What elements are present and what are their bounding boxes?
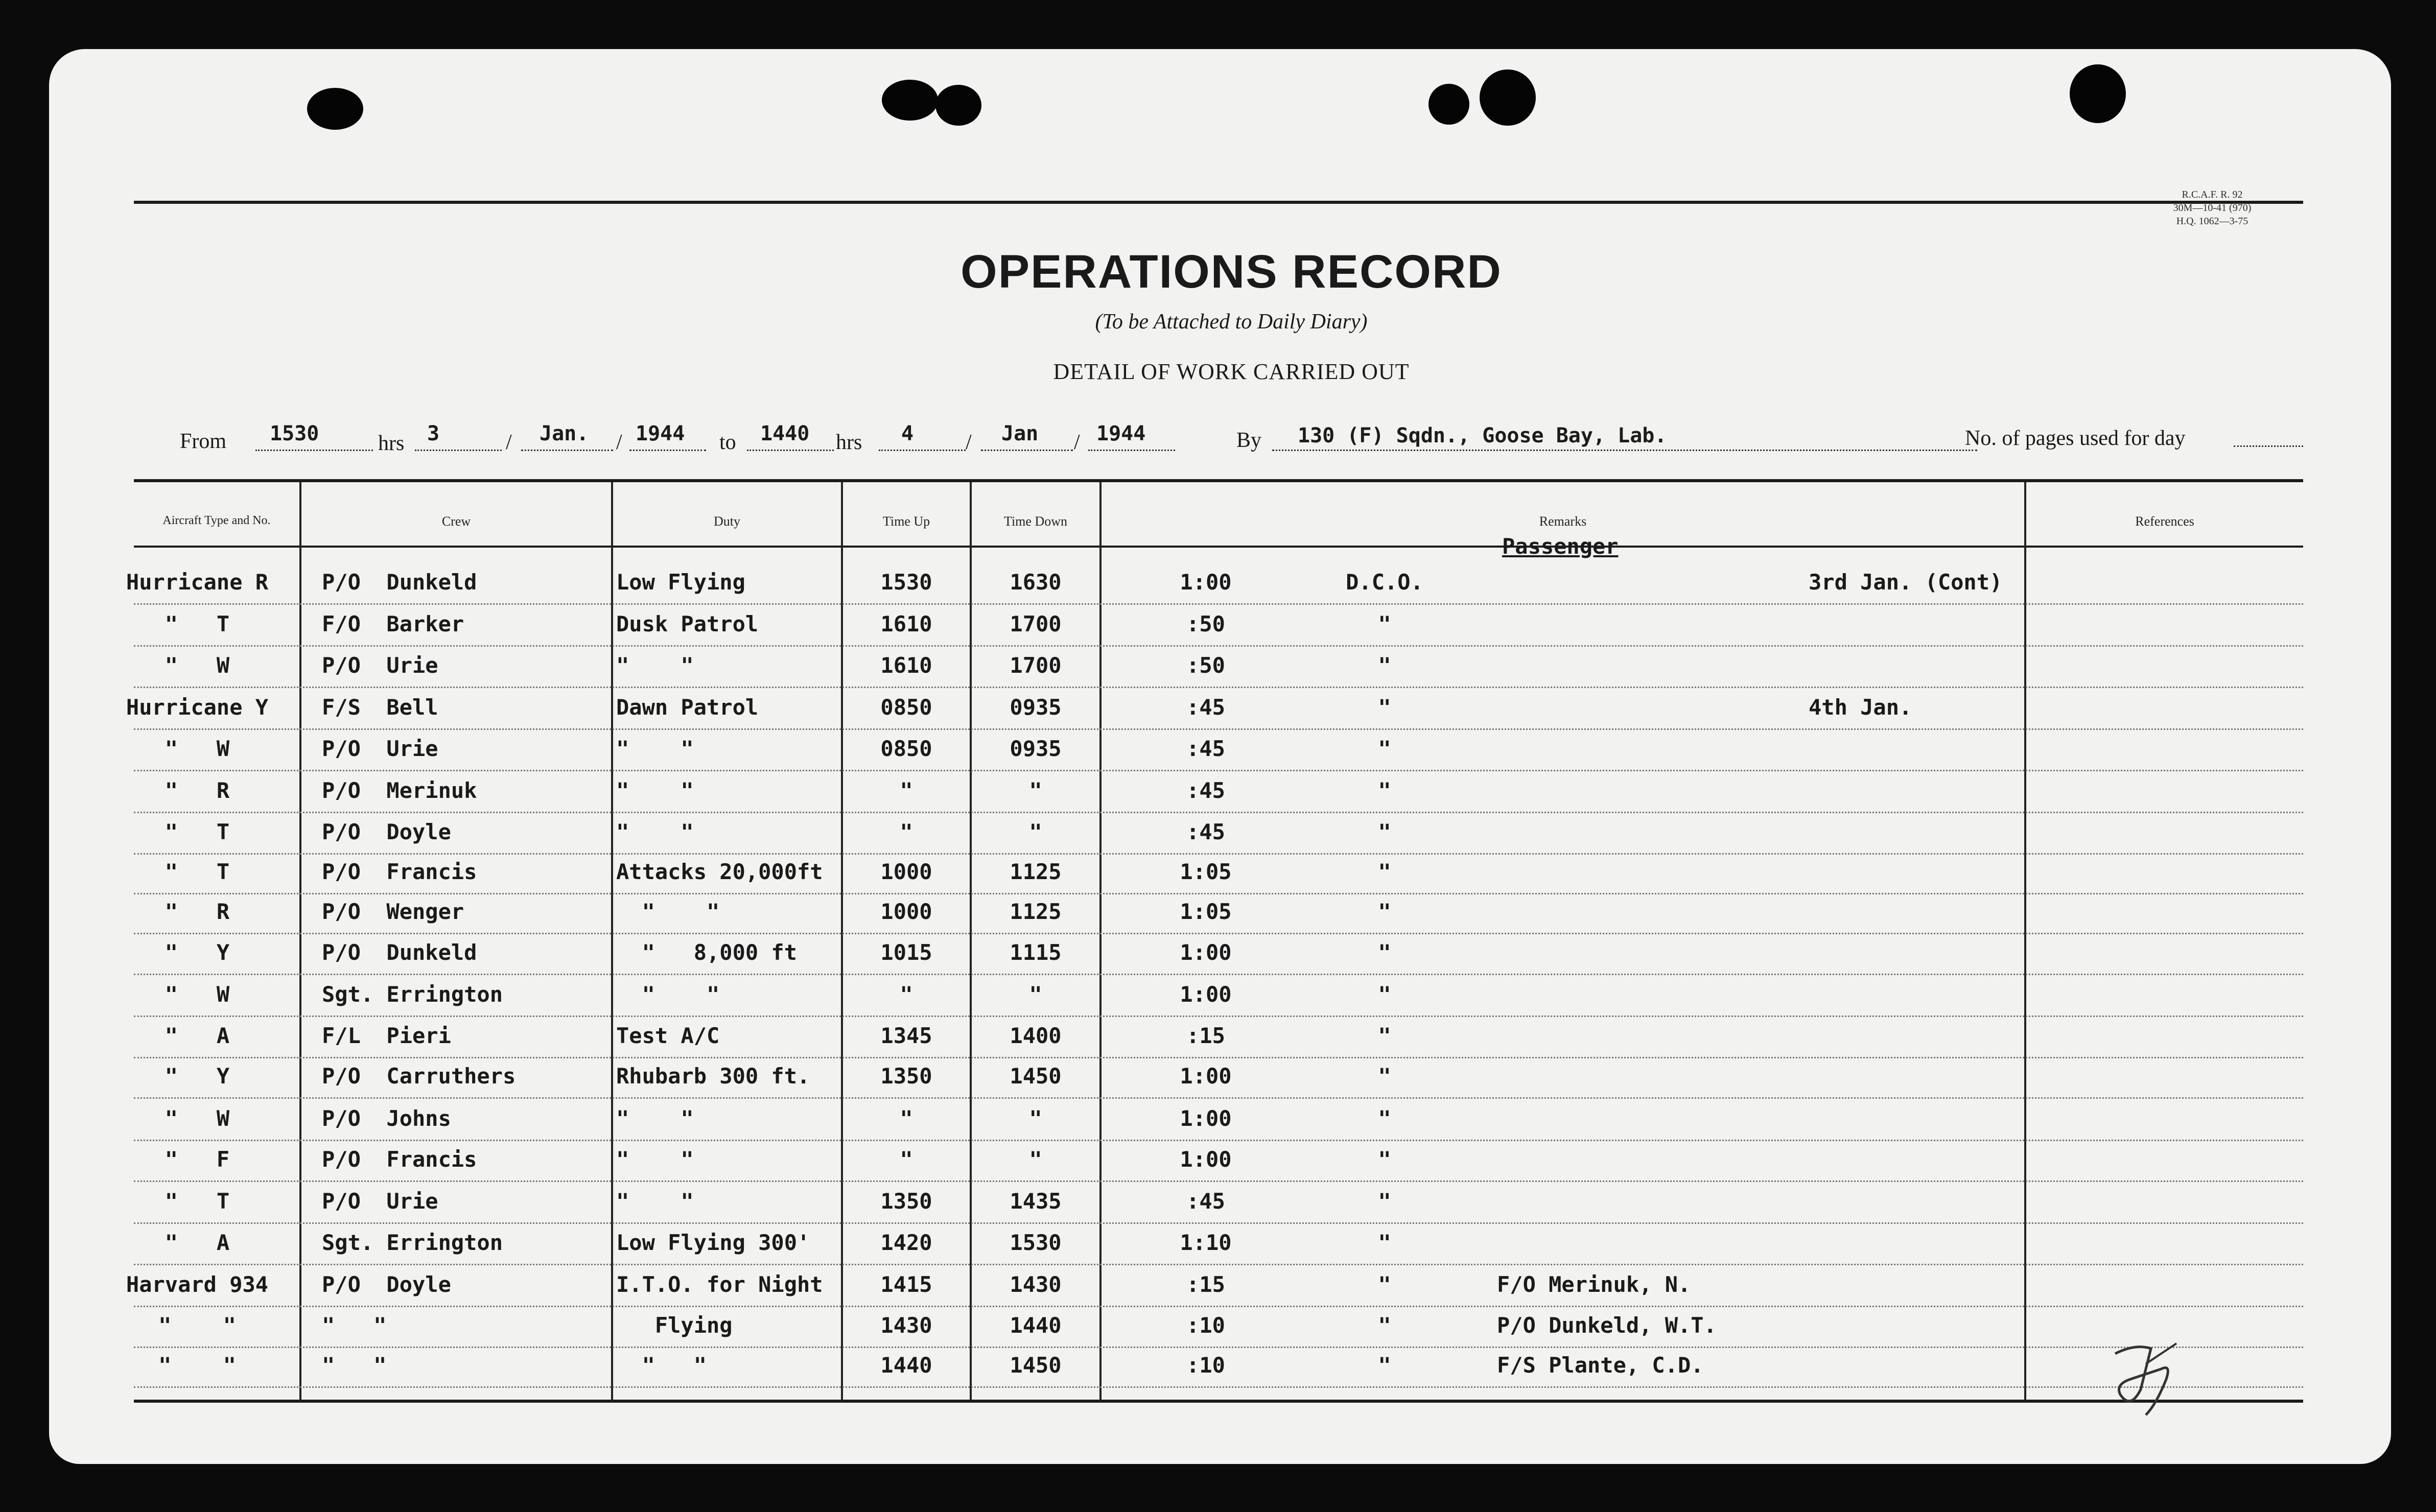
- time-down-cell: 1700: [1010, 611, 1062, 636]
- column-divider: [2024, 482, 2026, 1401]
- punch-hole: [935, 85, 981, 126]
- time-down-cell: 1440: [1010, 1313, 1062, 1338]
- remark-mark-cell: ": [1378, 1106, 1391, 1131]
- time-down-cell: 1125: [1010, 859, 1062, 884]
- time-up-cell: 1430: [880, 1313, 932, 1338]
- time-up-cell: ": [900, 1106, 913, 1131]
- time-up-cell: 1345: [880, 1023, 932, 1048]
- from-year-dots: [629, 450, 706, 451]
- crew-cell: P/O Doyle: [322, 1272, 451, 1297]
- to-year-dots: [1088, 450, 1175, 451]
- aircraft-cell: " W: [165, 736, 230, 761]
- aircraft-cell: " T: [165, 819, 230, 844]
- remark-mark-cell: ": [1378, 819, 1391, 844]
- duty-cell: Attacks 20,000ft: [616, 859, 823, 884]
- aircraft-cell: " A: [165, 1023, 230, 1048]
- crew-cell: " ": [322, 1353, 387, 1378]
- duration-cell: :10: [1186, 1313, 1225, 1338]
- aircraft-cell: " ": [158, 1313, 236, 1338]
- duty-cell: " ": [616, 1189, 694, 1214]
- column-divider: [299, 482, 301, 1401]
- aircraft-cell: " F: [165, 1147, 230, 1172]
- duty-cell: " ": [616, 653, 694, 678]
- duty-cell: Flying: [616, 1313, 733, 1338]
- time-up-cell: 1530: [880, 570, 932, 595]
- document-subtitle: (To be Attached to Daily Diary): [1095, 310, 1368, 334]
- remark-mark-cell: ": [1378, 695, 1391, 720]
- duration-cell: :45: [1186, 778, 1225, 803]
- duty-cell: Low Flying: [616, 570, 745, 595]
- hrs-label: hrs: [378, 432, 405, 455]
- remark-mark-cell: ": [1378, 1023, 1391, 1048]
- remark-mark-cell: ": [1378, 982, 1391, 1007]
- row-rule: [134, 645, 2303, 647]
- row-rule: [134, 1306, 2303, 1307]
- crew-cell: F/O Barker: [322, 611, 464, 636]
- remark-mark-cell: ": [1378, 1064, 1391, 1089]
- from-time-dots: [255, 450, 373, 451]
- col-header-remarks: Remarks: [1539, 514, 1587, 529]
- row-rule: [134, 974, 2303, 975]
- duration-cell: :45: [1186, 1189, 1225, 1214]
- from-month: Jan.: [540, 422, 589, 445]
- time-down-cell: 1450: [1010, 1353, 1062, 1378]
- duty-cell: " ": [616, 819, 694, 844]
- duration-cell: 1:00: [1180, 940, 1232, 965]
- duty-cell: Dawn Patrol: [616, 695, 759, 720]
- pages-dots: [2234, 445, 2303, 447]
- remark-extra-cell: 3rd Jan. (Cont): [1809, 570, 2003, 595]
- duration-cell: 1:05: [1180, 859, 1232, 884]
- time-up-cell: 1610: [880, 611, 932, 636]
- time-up-cell: ": [900, 819, 913, 844]
- time-down-cell: 1115: [1010, 940, 1062, 965]
- row-rule: [134, 1057, 2303, 1058]
- duty-cell: Rhubarb 300 ft.: [616, 1064, 810, 1089]
- crew-cell: P/O Urie: [322, 736, 438, 761]
- time-down-cell: 1630: [1010, 570, 1062, 595]
- form-number: [2110, 188, 2314, 228]
- from-month-dots: [521, 450, 613, 451]
- duration-cell: 1:10: [1180, 1230, 1232, 1255]
- time-up-cell: 1420: [880, 1230, 932, 1255]
- remark-mark-cell: ": [1378, 611, 1391, 636]
- time-down-cell: ": [1029, 819, 1042, 844]
- top-rule: [134, 201, 2303, 204]
- to-time: 1440: [760, 422, 810, 445]
- duration-cell: 1:00: [1180, 1106, 1232, 1131]
- column-divider: [611, 482, 613, 1401]
- form-number-line: H.Q. 1062—3-75: [2176, 216, 2248, 227]
- from-day-dots: [415, 450, 502, 451]
- punch-hole: [1480, 69, 1536, 126]
- time-up-cell: ": [900, 1147, 913, 1172]
- hrs-label: hrs: [836, 431, 862, 454]
- remark-mark-cell: ": [1378, 653, 1391, 678]
- from-year: 1944: [636, 422, 685, 445]
- duration-cell: :50: [1186, 611, 1225, 636]
- row-rule: [134, 1222, 2303, 1224]
- punch-hole: [882, 80, 938, 121]
- duration-cell: :10: [1186, 1353, 1225, 1378]
- row-rule: [134, 1346, 2303, 1348]
- time-up-cell: 1000: [880, 899, 932, 924]
- punch-hole: [307, 88, 363, 130]
- remark-mark-cell: ": [1378, 1189, 1391, 1214]
- time-up-cell: ": [900, 778, 913, 803]
- duration-cell: 1:00: [1180, 982, 1232, 1007]
- to-day: 4: [901, 422, 914, 445]
- duration-cell: :50: [1186, 653, 1225, 678]
- duration-cell: :45: [1186, 736, 1225, 761]
- form-number-line: R.C.A.F. R. 92: [2182, 189, 2243, 200]
- remark-mark-cell: ": [1378, 1313, 1391, 1338]
- aircraft-cell: " R: [165, 778, 230, 803]
- col-header-crew: Crew: [441, 514, 471, 529]
- crew-cell: P/O Urie: [322, 653, 438, 678]
- duty-cell: " ": [616, 899, 720, 924]
- duration-cell: :45: [1186, 695, 1225, 720]
- by-value: 130 (F) Sqdn., Goose Bay, Lab.: [1298, 424, 1667, 447]
- time-down-cell: 1450: [1010, 1064, 1062, 1089]
- remark-extra-cell: P/O Dunkeld, W.T.: [1497, 1313, 1717, 1338]
- col-header-time-up: Time Up: [882, 514, 930, 529]
- aircraft-cell: " Y: [165, 1064, 230, 1089]
- table-header-rule: [134, 546, 2303, 548]
- crew-cell: P/O Wenger: [322, 899, 464, 924]
- time-up-cell: 1015: [880, 940, 932, 965]
- time-up-cell: ": [900, 982, 913, 1007]
- duration-cell: 1:05: [1180, 899, 1232, 924]
- from-label: From: [180, 430, 227, 453]
- crew-cell: P/O Merinuk: [322, 778, 477, 803]
- time-up-cell: 0850: [880, 736, 932, 761]
- aircraft-cell: " R: [165, 899, 230, 924]
- time-up-cell: 1440: [880, 1353, 932, 1378]
- remark-mark-cell: ": [1378, 859, 1391, 884]
- row-rule: [134, 1097, 2303, 1099]
- aircraft-cell: " W: [165, 982, 230, 1007]
- initials-mark: [2110, 1333, 2182, 1420]
- crew-cell: " ": [322, 1313, 387, 1338]
- by-label: By: [1236, 429, 1262, 452]
- duty-cell: " ": [616, 736, 694, 761]
- time-down-cell: 1435: [1010, 1189, 1062, 1214]
- from-time: 1530: [270, 422, 319, 445]
- duration-cell: :15: [1186, 1272, 1225, 1297]
- punch-hole: [1428, 84, 1469, 125]
- row-rule: [134, 933, 2303, 934]
- row-rule: [134, 1015, 2303, 1017]
- to-time-dots: [747, 450, 834, 451]
- row-rule: [134, 1140, 2303, 1141]
- slash: /: [506, 431, 512, 454]
- duty-cell: Low Flying 300': [616, 1230, 810, 1255]
- remark-extra-cell: 4th Jan.: [1809, 695, 1912, 720]
- col-header-references: References: [2135, 514, 2194, 529]
- duty-cell: I.T.O. for Night: [616, 1272, 823, 1297]
- to-month: Jan: [1001, 422, 1039, 445]
- col-header-aircraft: Aircraft Type and No.: [162, 514, 271, 527]
- time-down-cell: ": [1029, 778, 1042, 803]
- row-rule: [134, 1386, 2303, 1388]
- remark-mark-cell: ": [1378, 940, 1391, 965]
- aircraft-cell: Hurricane Y: [126, 695, 269, 720]
- remark-extra-cell: F/S Plante, C.D.: [1497, 1353, 1704, 1378]
- row-rule: [134, 728, 2303, 730]
- time-down-cell: 0935: [1010, 695, 1062, 720]
- aircraft-cell: " Y: [165, 940, 230, 965]
- row-rule: [134, 893, 2303, 894]
- punch-hole: [2070, 64, 2126, 123]
- crew-cell: F/S Bell: [322, 695, 438, 720]
- aircraft-cell: " W: [165, 1106, 230, 1131]
- aircraft-cell: " T: [165, 859, 230, 884]
- col-header-duty: Duty: [714, 514, 740, 529]
- time-down-cell: 1700: [1010, 653, 1062, 678]
- to-label: to: [719, 431, 736, 454]
- crew-cell: P/O Dunkeld: [322, 940, 477, 965]
- duration-cell: :45: [1186, 819, 1225, 844]
- table-top-rule: [134, 479, 2303, 482]
- duty-cell: " 8,000 ft: [616, 940, 798, 965]
- time-down-cell: ": [1029, 1106, 1042, 1131]
- remark-mark-cell: ": [1378, 899, 1391, 924]
- time-down-cell: 1125: [1010, 899, 1062, 924]
- from-day: 3: [427, 422, 440, 445]
- duty-cell: " ": [616, 778, 694, 803]
- remark-mark-cell: ": [1378, 1147, 1391, 1172]
- aircraft-cell: " T: [165, 611, 230, 636]
- crew-cell: P/O Johns: [322, 1106, 451, 1131]
- row-rule: [134, 1264, 2303, 1265]
- row-rule: [134, 812, 2303, 813]
- time-up-cell: 0850: [880, 695, 932, 720]
- duty-cell: " ": [616, 1147, 694, 1172]
- table-bottom-rule: [134, 1400, 2303, 1403]
- passenger-heading: Passenger: [1502, 534, 1619, 559]
- remark-mark-cell: ": [1378, 1272, 1391, 1297]
- remark-mark-cell: ": [1378, 1230, 1391, 1255]
- aircraft-cell: Hurricane R: [126, 570, 269, 595]
- row-rule: [134, 770, 2303, 771]
- duty-cell: Test A/C: [616, 1023, 720, 1048]
- time-down-cell: 1400: [1010, 1023, 1062, 1048]
- time-up-cell: 1350: [880, 1189, 932, 1214]
- duration-cell: 1:00: [1180, 1064, 1232, 1089]
- column-divider: [1099, 482, 1102, 1401]
- duration-cell: 1:00: [1180, 570, 1232, 595]
- slash: /: [966, 431, 972, 454]
- remark-mark-cell: ": [1378, 1353, 1391, 1378]
- document-title: OPERATIONS RECORD: [961, 246, 1502, 298]
- time-down-cell: 0935: [1010, 736, 1062, 761]
- crew-cell: P/O Carruthers: [322, 1064, 516, 1089]
- to-year: 1944: [1096, 422, 1146, 445]
- aircraft-cell: Harvard 934: [126, 1272, 269, 1297]
- duration-cell: 1:00: [1180, 1147, 1232, 1172]
- duty-cell: " ": [616, 982, 720, 1007]
- aircraft-cell: " W: [165, 653, 230, 678]
- remark-extra-cell: F/O Merinuk, N.: [1497, 1272, 1691, 1297]
- crew-cell: P/O Urie: [322, 1189, 438, 1214]
- time-down-cell: ": [1029, 1147, 1042, 1172]
- by-dots: [1272, 450, 1977, 451]
- row-rule: [134, 853, 2303, 855]
- time-down-cell: 1430: [1010, 1272, 1062, 1297]
- crew-cell: Sgt. Errington: [322, 1230, 503, 1255]
- crew-cell: P/O Doyle: [322, 819, 451, 844]
- aircraft-cell: " T: [165, 1189, 230, 1214]
- slash: /: [1074, 431, 1080, 454]
- duty-cell: " ": [616, 1353, 707, 1378]
- crew-cell: P/O Francis: [322, 859, 477, 884]
- slash: /: [616, 431, 622, 454]
- to-day-dots: [879, 450, 966, 451]
- time-up-cell: 1000: [880, 859, 932, 884]
- time-up-cell: 1350: [880, 1064, 932, 1089]
- crew-cell: P/O Francis: [322, 1147, 477, 1172]
- duty-cell: " ": [616, 1106, 694, 1131]
- time-down-cell: 1530: [1010, 1230, 1062, 1255]
- duration-cell: :15: [1186, 1023, 1225, 1048]
- duty-cell: Dusk Patrol: [616, 611, 759, 636]
- aircraft-cell: " ": [158, 1353, 236, 1378]
- remark-mark-cell: ": [1378, 736, 1391, 761]
- to-month-dots: [981, 450, 1073, 451]
- remark-mark-cell: D.C.O.: [1346, 570, 1423, 595]
- pages-label: No. of pages used for day: [1965, 427, 2186, 450]
- crew-cell: Sgt. Errington: [322, 982, 503, 1007]
- time-up-cell: 1610: [880, 653, 932, 678]
- aircraft-cell: " A: [165, 1230, 230, 1255]
- time-up-cell: 1415: [880, 1272, 932, 1297]
- remark-mark-cell: ": [1378, 778, 1391, 803]
- row-rule: [134, 1180, 2303, 1182]
- crew-cell: F/L Pieri: [322, 1023, 451, 1048]
- section-title: DETAIL OF WORK CARRIED OUT: [1053, 359, 1410, 384]
- form-number-line: 30M—10-41 (970): [2173, 202, 2252, 214]
- col-header-time-down: Time Down: [1003, 514, 1067, 529]
- crew-cell: P/O Dunkeld: [322, 570, 477, 595]
- row-rule: [134, 687, 2303, 688]
- time-down-cell: ": [1029, 982, 1042, 1007]
- row-rule: [134, 603, 2303, 605]
